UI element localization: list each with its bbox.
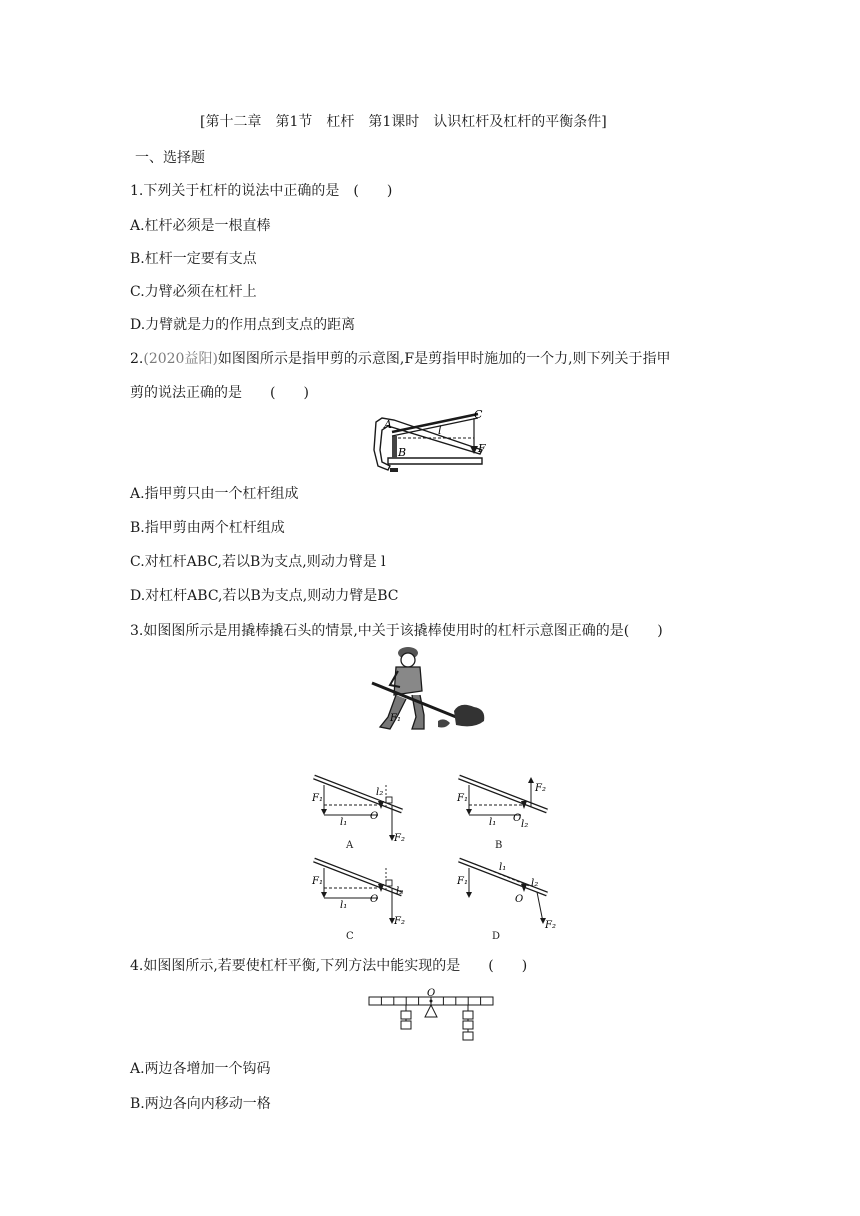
question-source: (2020益阳) — [143, 351, 218, 367]
diagram-d-f1: F₁ — [457, 876, 468, 887]
diagram-d-l1: l₁ — [499, 862, 507, 873]
diagram-b-o: O — [513, 813, 522, 824]
question-2-stem: 2.(2020益阳)如图图所示是指甲剪的示意图,F是剪指甲时施加的一个力,则下列关于指甲 — [130, 351, 671, 367]
nail-clipper-figure — [370, 408, 490, 480]
q3-diagram-c — [310, 858, 410, 934]
label-l: l — [438, 424, 442, 437]
diagram-c-l2: l₂ — [396, 886, 404, 897]
diagram-a-o: O — [370, 811, 379, 822]
label-c: C — [474, 408, 483, 421]
q2-option-b: B.指甲剪由两个杠杆组成 — [130, 520, 285, 536]
diagram-b-l1: l₁ — [489, 817, 497, 828]
diagram-a-f1: F₁ — [312, 793, 323, 804]
question-4-stem: 4.如图图所示,若要使杠杆平衡,下列方法中能实现的是 ( ) — [130, 958, 528, 974]
q2-option-d: D.对杠杆ABC,若以B为支点,则动力臂是BC — [130, 588, 399, 604]
q2-option-c: C.对杠杆ABC,若以B为支点,则动力臂是 l — [130, 554, 386, 570]
question-2-stem-line2: 剪的说法正确的是 ( ) — [130, 385, 309, 401]
choice-c-label: C — [346, 931, 354, 942]
page-header: [第十二章 第1节 杠杆 第1课时 认识杠杆及杠杆的平衡条件] — [200, 114, 607, 130]
label-a: A — [384, 418, 392, 431]
label-o: O — [427, 988, 436, 999]
diagram-a-f2: F₂ — [394, 833, 405, 844]
diagram-d-f2: F₂ — [545, 920, 556, 931]
diagram-b-f1: F₁ — [457, 793, 468, 804]
diagram-c-f1: F₁ — [312, 876, 323, 887]
diagram-b-l2: l₂ — [521, 819, 529, 830]
question-1-stem: 1.下列关于杠杆的说法中正确的是 ( ) — [130, 183, 393, 199]
diagram-c-f2: F₂ — [394, 916, 405, 927]
question-3-stem: 3.如图图所示是用撬棒撬石头的情景,中关于该撬棒使用时的杠杆示意图正确的是( ) — [130, 623, 663, 639]
balance-lever-figure — [368, 985, 494, 1045]
choice-d-label: D — [492, 931, 501, 942]
diagram-b-f2: F₂ — [535, 783, 546, 794]
diagram-a-l1: l₁ — [340, 817, 348, 828]
diagram-d-o: O — [515, 894, 524, 905]
label-f: F — [478, 442, 486, 455]
q4-option-a: A.两边各增加一个钩码 — [130, 1061, 271, 1077]
diagram-c-l1: l₁ — [340, 900, 348, 911]
q2-option-a: A.指甲剪只由一个杠杆组成 — [130, 486, 299, 502]
q1-option-d: D.力臂就是力的作用点到支点的距离 — [130, 317, 356, 333]
choice-b-label: B — [495, 840, 503, 851]
q3-diagram-a — [310, 775, 410, 851]
label-b: B — [398, 446, 407, 459]
q4-option-b: B.两边各向内移动一格 — [130, 1096, 271, 1112]
q1-option-a: A.杠杆必须是一根直棒 — [130, 218, 271, 234]
crowbar-scene-figure — [370, 645, 490, 737]
diagram-d-l2: l₂ — [531, 878, 539, 889]
diagram-a-l2: l₂ — [376, 787, 384, 798]
q3-diagram-d — [455, 858, 555, 934]
q1-option-b: B.杠杆一定要有支点 — [130, 251, 257, 267]
section-title: 一、选择题 — [135, 150, 205, 166]
q3-diagram-b — [455, 775, 555, 851]
label-f1: F₁ — [390, 713, 401, 724]
diagram-c-o: O — [370, 894, 379, 905]
choice-a-label: A — [346, 840, 354, 851]
q1-option-c: C.力臂必须在杠杆上 — [130, 284, 257, 300]
